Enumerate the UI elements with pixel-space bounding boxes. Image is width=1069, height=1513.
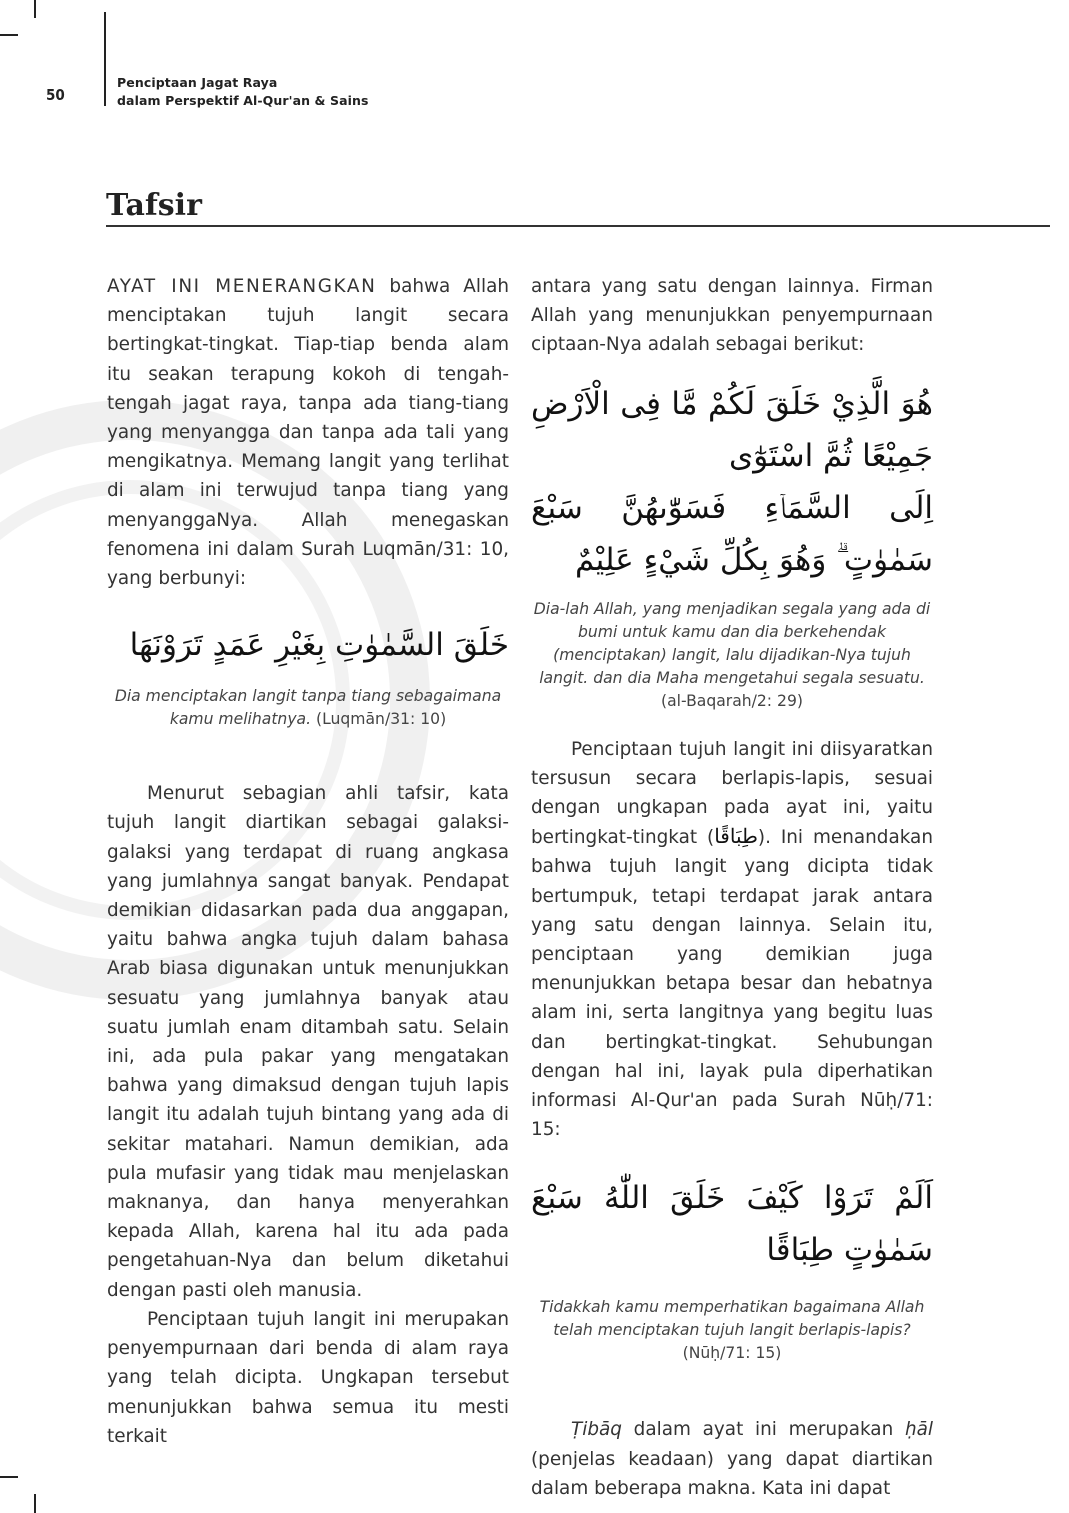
verse-reference: (Nūḥ/71: 15) [682,1344,782,1363]
translation-text: Dia-lah Allah, yang menjadikan segala yang ada di bumi untuk kamu dan dia berkehendak (menciptakan) langit, lalu dijadikan-Nya tujuh langit. dan dia Maha mengetahui segala sesuatu. [533,599,931,687]
verse-reference: (Luqmān/31: 10) [316,710,447,729]
header-divider [104,12,106,106]
arabic-verse-luqman: خَلَقَ السَّمٰوٰتِ بِغَيْرِ عَمَدٍ تَرَوْنَهَا [129,627,509,664]
left-column [107,272,509,1451]
term-hal: ḥāl [904,1419,933,1441]
paragraph-5-text-b: (penjelas keadaan) yang dapat diartikan dalam beberapa makna. Kata ini dapat [531,1448,933,1499]
verse-reference: (al-Baqarah/2: 29) [661,691,803,710]
paragraph-continued: antara yang satu dengan lainnya. Firman Allah yang menunjukkan penyempurnaan ciptaan-Nya adalah sebagai berikut: [531,276,933,356]
running-header-line2: dalam Perspektif Al-Qur'an & Sains [117,93,369,108]
arabic-line-1: هُوَ الَّذِيْ خَلَقَ لَكُمْ مَّا فِى الْاَرْضِ جَمِيْعًا ثُمَّ اسْتَوٰٓى [531,385,933,474]
paragraph-5 [531,1415,933,1503]
translation-text: Dia menciptakan langit tanpa tiang sebagaimana kamu melihatnya. [114,687,502,729]
title-underline [106,225,1050,227]
paragraph-4-text-b: ). Ini menandakan bahwa tujuh langit yang dicipta tidak bertumpuk, tetapi terdapat jarak antara yang satu dengan lainnya. Selain itu, penciptaan yang demikian juga menunjukkan betapa besar dan hebatnya alam ini, serta langitnya yang begitu luas dan bertingkat-tingkat. Sehubungan dengan hal ini, layak pula diperhatikan informasi Al-Qur'an pada Surah Nūḥ/71: 15: [531,827,933,1141]
arabic-verse-baqarah [531,378,933,586]
running-header-line1: Penciptaan Jagat Raya [117,75,278,90]
paragraph-5-text-a: dalam ayat ini merupakan [621,1419,905,1441]
crop-mark-top-h [0,34,18,36]
term-tibaq: Ṭibāq [571,1419,622,1441]
lead-in: AYAT INI MENERANGKAN [107,276,377,297]
paragraph-2: Menurut sebagian ahli tafsir, kata tujuh langit diartikan sebagai galaksi-galaksi yang terdapat di ruang angkasa yang jumlahnya sangat banyak. Pendapat demikian didasarkan pada dua anggapan, yaitu bahwa angka tujuh dalam bahasa Arab biasa digunakan untuk menunjukkan sesuatu yang jumlahnya banyak atau suatu jumlah enam ditambah satu. Selain ini, ada pula pakar yang mengatakan bahwa yang dimaksud dengan tujuh lapis langit itu adalah tujuh bintang yang ada di sekitar matahari. Namun demikian, ada pula mufasir yang tidak mau menjelaskan maknanya, dan hanya menyerahkan kepada Allah, karena hal itu ada pada pengetahuan-Nya dan belum diketahui dengan pasti oleh manusia. [107,783,509,1301]
arabic-line-2: اِلَى السَّمَاۤءِ فَسَوّٰىهُنَّ سَبْعَ سَمٰوٰتٍ ۗ وَهُوَ بِكُلِّ شَيْءٍ عَلِيْمٌ [531,489,933,578]
right-column [531,272,933,1503]
running-header [117,74,369,110]
arabic-verse-nuh: اَلَمْ تَرَوْا كَيْفَ خَلَقَ اللّٰهُ سَبْعَ سَمٰوٰتٍ طِبَاقًا [531,1180,933,1269]
crop-mark-bottom-h [0,1476,18,1478]
paragraph-4-text-a: Penciptaan tujuh langit ini diisyaratkan tersusun secara berlapis-lapis, sesuai dengan ungkapan pada ayat ini, yaitu bertingkat-tingkat ( [531,738,933,849]
paragraph-1-text: bahwa Allah menciptakan tujuh langit secara bertingkat-tingkat. Tiap-tiap benda alam itu seakan terapung kokoh di tengah-tengah jagat raya, tanpa ada tiang-tiang yang menyangga dan tanpa ada tali yang mengikatnya. Memang langit yang terlihat di alam ini terwujud tanpa tiang yang menyanggaNya. Allah menegaskan fenomena ini dalam Surah Luqmān/31: 10, yang berbunyi: [107,276,509,590]
crop-mark-bottom-v [34,1494,36,1513]
paragraph-3: Penciptaan tujuh langit ini merupakan penyempurnaan dari benda di alam raya yang telah dicipta. Ungkapan tersebut menunjukkan bahwa semua itu mesti terkait [107,1308,509,1447]
verse-translation-baqarah [531,598,933,713]
section-title: Tafsir [106,188,202,223]
paragraph-1 [107,272,509,593]
verse-translation-luqman [107,685,509,731]
crop-mark-top-v [34,0,36,18]
inline-arabic-tibaq: طِبَاقًا [714,824,758,849]
page-number: 50 [46,86,65,104]
verse-translation-nuh [531,1296,933,1365]
translation-text: Tidakkah kamu memperhatikan bagaimana Allah telah menciptakan tujuh langit berlapis-lapis? [539,1298,925,1340]
paragraph-4 [531,735,933,1145]
